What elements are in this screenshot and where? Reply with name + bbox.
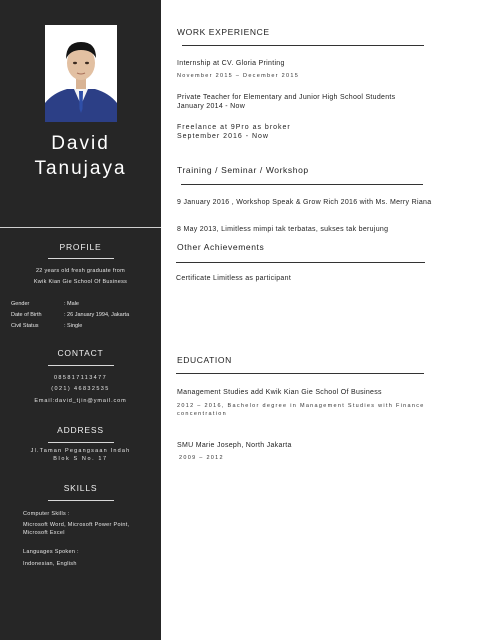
portrait-image xyxy=(45,25,117,122)
detail-label: Date of Birth xyxy=(11,312,42,318)
work-item-role: Internship at CV. Gloria Printing xyxy=(177,60,285,67)
training-rule xyxy=(181,184,423,185)
work-item-period: January 2014 - Now xyxy=(177,103,246,110)
skills-rule xyxy=(48,500,114,501)
profile-summary-line2: Kwik Kian Gie School Of Business xyxy=(33,279,128,285)
skills-heading: SKILLS xyxy=(63,483,98,493)
address-line1: Jl.Taman Pegangsaan Indah xyxy=(30,448,131,454)
computer-skills-label: Computer Skills : xyxy=(23,511,70,517)
name-last: Tanujaya xyxy=(34,158,127,179)
detail-label: Gender xyxy=(11,301,30,307)
profile-photo xyxy=(45,25,117,122)
training-item: 9 January 2016 , Workshop Speak & Grow Rich 2016 with Ms. Merry Riana xyxy=(177,199,432,206)
name-first: David xyxy=(51,133,110,154)
detail-value: : Single xyxy=(64,323,83,329)
achievement-item: Certificate Limitless as participant xyxy=(176,275,292,282)
education-rule xyxy=(176,373,424,374)
education-school: Management Studies add Kwik Kian Gie School Of Business xyxy=(177,389,382,396)
work-experience-heading: WORK EXPERIENCE xyxy=(177,27,270,37)
work-item-role: Freelance at 9Pro as broker xyxy=(177,124,291,131)
address-rule xyxy=(48,442,114,443)
contact-rule xyxy=(48,365,114,366)
contact-phone-mobile: 085817113477 xyxy=(53,375,108,381)
detail-label: Civil Status xyxy=(11,323,39,329)
achievements-heading: Other Achievements xyxy=(177,242,265,252)
profile-rule xyxy=(48,258,114,259)
sidebar xyxy=(0,0,161,640)
training-item: 8 May 2013, Limitless mimpi tak terbatas, sukses tak berujung xyxy=(177,226,389,233)
contact-email: Email:david_tjin@ymail.com xyxy=(34,398,127,404)
languages-label: Languages Spoken : xyxy=(23,549,79,555)
detail-value: : Male xyxy=(64,301,79,307)
work-item-period: September 2016 - Now xyxy=(177,133,269,140)
work-item-period: November 2015 – December 2015 xyxy=(177,73,300,79)
detail-value: : 26 January 1994, Jakarta xyxy=(64,312,130,318)
contact-phone-home: (021) 46832535 xyxy=(51,386,110,392)
achievements-rule xyxy=(176,262,425,263)
address-heading: ADDRESS xyxy=(57,425,104,435)
profile-summary-line1: 22 years old fresh graduate from xyxy=(35,268,126,274)
education-school: SMU Marie Joseph, North Jakarta xyxy=(177,442,292,449)
education-detail: 2009 – 2012 xyxy=(179,455,224,461)
training-heading: Training / Seminar / Workshop xyxy=(177,165,309,175)
address-line2: Blok S No. 17 xyxy=(53,456,108,462)
contact-heading: CONTACT xyxy=(57,348,104,358)
work-item-role: Private Teacher for Elementary and Junior High School Students xyxy=(177,94,396,101)
sidebar-divider xyxy=(0,227,161,228)
education-detail: 2012 – 2016, Bachelor degree in Management Studies with Finance concentration xyxy=(177,403,425,417)
languages-value: Indonesian, English xyxy=(23,561,77,567)
profile-heading: PROFILE xyxy=(59,242,102,252)
education-heading: EDUCATION xyxy=(177,355,232,365)
work-experience-rule xyxy=(182,45,424,46)
computer-skills-value: Microsoft Word, Microsoft Power Point, Microsoft Excel xyxy=(23,522,130,536)
